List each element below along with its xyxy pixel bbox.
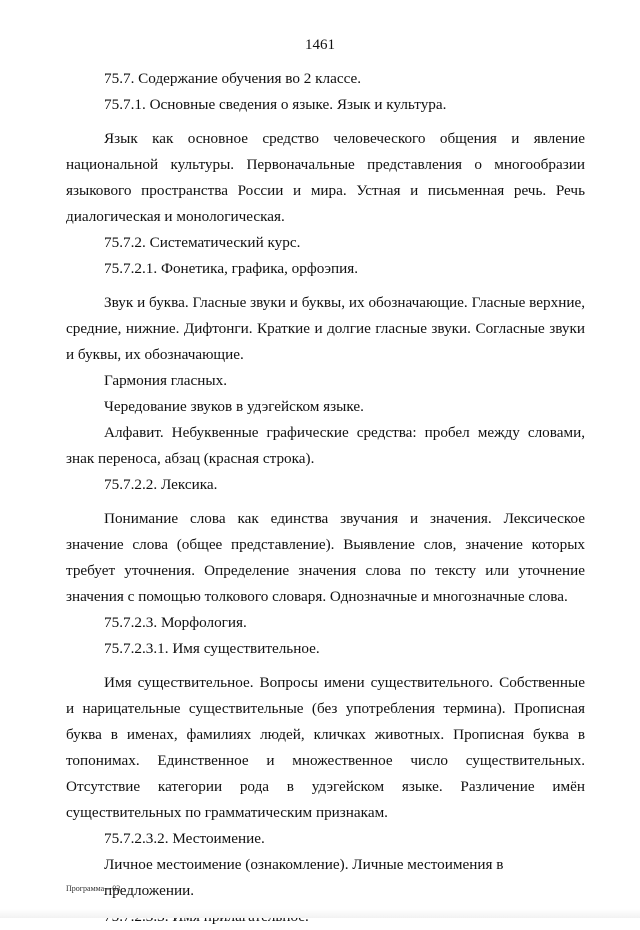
- document-body: [66, 66, 585, 930]
- section-heading: 75.7. Содержание обучения во 2 классе.: [104, 70, 362, 87]
- body-paragraph: Понимание слова как единства звучания и значения. Лексическое значение слова (общее представление). Выявление слов, значение которых требует уточнения. Определение значения слова по тексту или уточнение значения с помощью толкового словаря. Однозначные и многозначные слова.: [66, 510, 585, 605]
- footer-label: Программа – 03: [66, 884, 121, 893]
- body-paragraph: Алфавит. Небуквенные графические средства: пробел между словами, знак переноса, абзац (красная строка).: [66, 424, 585, 467]
- subsection-heading: 75.7.2.3.1. Имя существительное.: [104, 640, 320, 657]
- subsection-heading: 75.7.2.1. Фонетика, графика, орфоэпия.: [104, 260, 359, 277]
- body-paragraph: Чередование звуков в удэгейском языке.: [104, 398, 364, 415]
- body-paragraph: Гармония гласных.: [104, 372, 227, 389]
- subsection-heading: 75.7.2.3.2. Местоимение.: [104, 830, 265, 847]
- body-paragraph: Язык как основное средство человеческого общения и явление национальной культуры. Первоначальные представления о многообразии языкового пространства России и мира. Устная и письменная речь. Речь диалогическая и монологическая.: [66, 130, 585, 225]
- subsection-heading: 75.7.2.3. Морфология.: [104, 614, 247, 631]
- body-paragraph: Звук и буква. Гласные звуки и буквы, их обозначающие. Гласные верхние, средние, нижние. Дифтонги. Краткие и долгие гласные звуки. Согласные звуки и буквы, их обозначающие.: [66, 294, 585, 363]
- subsection-heading: 75.7.1. Основные сведения о языке. Язык и культура.: [104, 96, 447, 113]
- page-number: 1461: [305, 37, 335, 53]
- scan-edge: [0, 909, 640, 918]
- subsection-heading: 75.7.2.2. Лексика.: [104, 476, 218, 493]
- subsection-heading: 75.7.2. Систематический курс.: [104, 234, 301, 251]
- body-paragraph: Имя существительное. Вопросы имени существительного. Собственные и нарицательные существительные (без употребления термина). Прописная буква в именах, фамилиях людей, кличках животных. Прописная буква в топонимах. Единственное и множественное число существительных. Отсутствие категории рода в удэгейском языке. Различение имён существительных по грамматическим признакам.: [66, 674, 585, 821]
- body-paragraph: Личное местоимение (ознакомление). Личные местоимения в предложении.: [104, 856, 504, 899]
